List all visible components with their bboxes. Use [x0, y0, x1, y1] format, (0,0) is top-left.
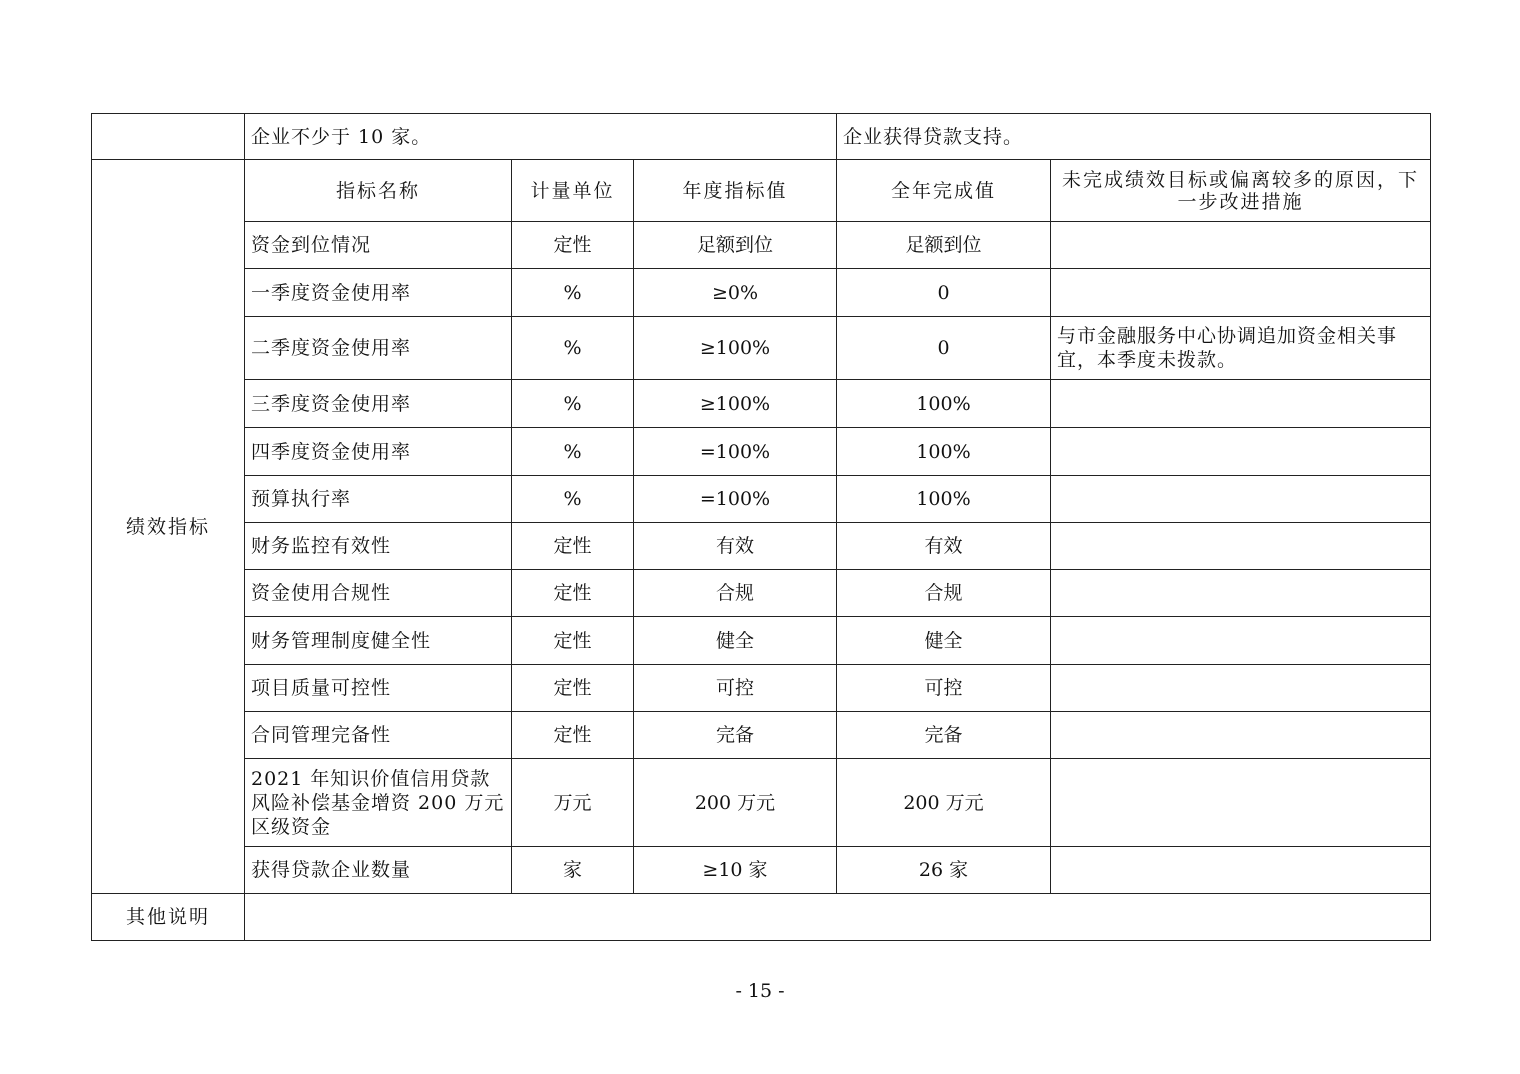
indicator-name: 合同管理完备性	[245, 712, 512, 759]
reason-cell: 与市金融服务中心协调追加资金相关事宜，本季度未拨款。	[1051, 317, 1431, 380]
header-actual: 全年完成值	[837, 160, 1051, 222]
indicator-name: 资金使用合规性	[245, 570, 512, 617]
indicator-name: 财务管理制度健全性	[245, 617, 512, 665]
reason-cell	[1051, 665, 1431, 712]
target-cell: =100%	[634, 476, 837, 523]
indicator-name: 2021 年知识价值信用贷款风险补偿基金增资 200 万元区级资金	[245, 759, 512, 847]
target-cell: 合规	[634, 570, 837, 617]
actual-cell: 200 万元	[837, 759, 1051, 847]
reason-cell	[1051, 476, 1431, 523]
actual-cell: 可控	[837, 665, 1051, 712]
indicator-name: 二季度资金使用率	[245, 317, 512, 380]
page-number: - 15 -	[735, 980, 785, 1002]
unit-cell: 定性	[512, 570, 634, 617]
header-unit: 计量单位	[512, 160, 634, 222]
top-right-cell: 企业获得贷款支持。	[837, 114, 1431, 160]
target-cell: ≥100%	[634, 380, 837, 428]
unit-cell: 定性	[512, 665, 634, 712]
indicator-name: 一季度资金使用率	[245, 269, 512, 317]
reason-cell	[1051, 523, 1431, 570]
reason-cell	[1051, 617, 1431, 665]
header-target: 年度指标值	[634, 160, 837, 222]
actual-cell: 100%	[837, 428, 1051, 476]
unit-cell: 定性	[512, 712, 634, 759]
reason-cell	[1051, 269, 1431, 317]
indicator-name: 预算执行率	[245, 476, 512, 523]
target-cell: 可控	[634, 665, 837, 712]
target-cell: 健全	[634, 617, 837, 665]
indicator-name: 资金到位情况	[245, 222, 512, 269]
actual-cell: 有效	[837, 523, 1051, 570]
indicator-name: 四季度资金使用率	[245, 428, 512, 476]
indicator-name: 项目质量可控性	[245, 665, 512, 712]
performance-table	[91, 113, 1431, 941]
target-cell: =100%	[634, 428, 837, 476]
actual-cell: 足额到位	[837, 222, 1051, 269]
reason-cell	[1051, 570, 1431, 617]
actual-cell: 健全	[837, 617, 1051, 665]
unit-cell: %	[512, 476, 634, 523]
target-cell: ≥10 家	[634, 847, 837, 894]
target-cell: ≥0%	[634, 269, 837, 317]
table-row	[92, 222, 1431, 269]
indicator-name: 获得贷款企业数量	[245, 847, 512, 894]
table-row	[92, 317, 1431, 380]
target-cell: 200 万元	[634, 759, 837, 847]
reason-cell	[1051, 712, 1431, 759]
target-cell: ≥100%	[634, 317, 837, 380]
other-row	[92, 894, 1431, 941]
unit-cell: 万元	[512, 759, 634, 847]
unit-cell: 家	[512, 847, 634, 894]
top-left-cell: 企业不少于 10 家。	[245, 114, 837, 160]
other-label: 其他说明	[92, 894, 245, 941]
header-name: 指标名称	[245, 160, 512, 222]
unit-cell: %	[512, 269, 634, 317]
other-value	[245, 894, 1431, 941]
unit-cell: 定性	[512, 617, 634, 665]
reason-cell	[1051, 222, 1431, 269]
actual-cell: 0	[837, 317, 1051, 380]
target-cell: 完备	[634, 712, 837, 759]
unit-cell: %	[512, 380, 634, 428]
table-row	[92, 476, 1431, 523]
header-row	[92, 160, 1431, 222]
table-row	[92, 617, 1431, 665]
table-row	[92, 114, 1431, 160]
actual-cell: 0	[837, 269, 1051, 317]
actual-cell: 完备	[837, 712, 1051, 759]
table-row	[92, 269, 1431, 317]
table-row	[92, 712, 1431, 759]
target-cell: 足额到位	[634, 222, 837, 269]
indicator-name: 三季度资金使用率	[245, 380, 512, 428]
reason-cell	[1051, 759, 1431, 847]
unit-cell: 定性	[512, 523, 634, 570]
target-cell: 有效	[634, 523, 837, 570]
table-row	[92, 847, 1431, 894]
actual-cell: 合规	[837, 570, 1051, 617]
table-row	[92, 523, 1431, 570]
reason-cell	[1051, 847, 1431, 894]
unit-cell: %	[512, 317, 634, 380]
table-row	[92, 428, 1431, 476]
table-row	[92, 380, 1431, 428]
actual-cell: 100%	[837, 380, 1051, 428]
empty-cell	[92, 114, 245, 160]
table-row	[92, 570, 1431, 617]
indicator-name: 财务监控有效性	[245, 523, 512, 570]
reason-cell	[1051, 428, 1431, 476]
section-label: 绩效指标	[92, 160, 245, 894]
reason-cell	[1051, 380, 1431, 428]
actual-cell: 26 家	[837, 847, 1051, 894]
table-row	[92, 759, 1431, 847]
unit-cell: 定性	[512, 222, 634, 269]
actual-cell: 100%	[837, 476, 1051, 523]
header-reason: 未完成绩效目标或偏离较多的原因，下一步改进措施	[1051, 160, 1431, 222]
table-row	[92, 665, 1431, 712]
unit-cell: %	[512, 428, 634, 476]
